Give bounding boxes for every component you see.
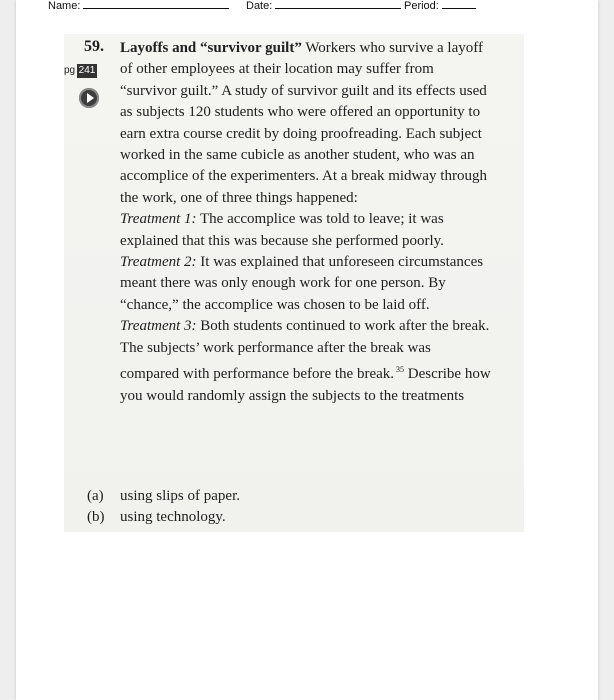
part-b-text: using technology. [120,509,226,526]
period-line [442,0,476,9]
date-line [275,0,401,9]
treatment-3 [120,316,492,337]
date-label: Date: [246,0,273,12]
page-reference [64,64,98,78]
problem-title: Layoffs and “survivor guilt” [120,40,302,56]
part-b-label: (b) [87,509,105,526]
period-field[interactable] [404,0,476,12]
treatment-3-label: Treatment 3: [120,318,197,335]
treatment-2-text: It was explained that unforeseen circumstances meant there was only enough work for one person. By “chance,” the accomplice was chosen to be laid off. [120,254,484,313]
play-circle-icon[interactable] [79,88,99,108]
period-label: Period: [404,0,439,12]
page-reference-prefix: pg [64,65,76,76]
closing-text: The subjects’ work performance after the break was compared with performance before the break. [120,339,431,383]
treatment-3-text: Both students continued to work after the break. [196,318,490,335]
question-text: Describe how you would randomly assign the subjects to the treatments [120,366,491,404]
treatment-2-label: Treatment 2: [120,254,197,271]
part-a-text: using slips of paper. [120,488,240,504]
page-reference-number: 241 [78,65,96,76]
problem-number: 59. [84,38,104,55]
treatment-1-label: Treatment 1: [120,211,197,228]
footnote-marker: 35 [396,365,405,375]
problem-body [120,38,492,407]
date-field[interactable] [246,0,401,12]
problem-intro [120,38,492,209]
treatment-1-text: The accomplice was told to leave; it was explained that this was because she performed poorly. [120,211,444,249]
name-label: Name: [48,0,81,12]
treatment-1 [120,209,492,252]
student-header [48,0,478,14]
part-a-label: (a) [87,488,104,504]
name-line [83,0,229,9]
treatment-2 [120,252,492,316]
problem-intro-text: Workers who survive a layoff of other employees at their location may suffer from “survivor guilt.” A study of survivor guilt and its effects used as subjects 120 students who were offered an opportunity to earn extra course credit by doing proofreading. Each subject worked in the same cubicle as another student, who was an accomplice of the experimenters. At a break midway through the work, one of three things happened: [120,40,487,206]
name-field[interactable] [48,0,229,12]
closing-paragraph [120,338,492,407]
